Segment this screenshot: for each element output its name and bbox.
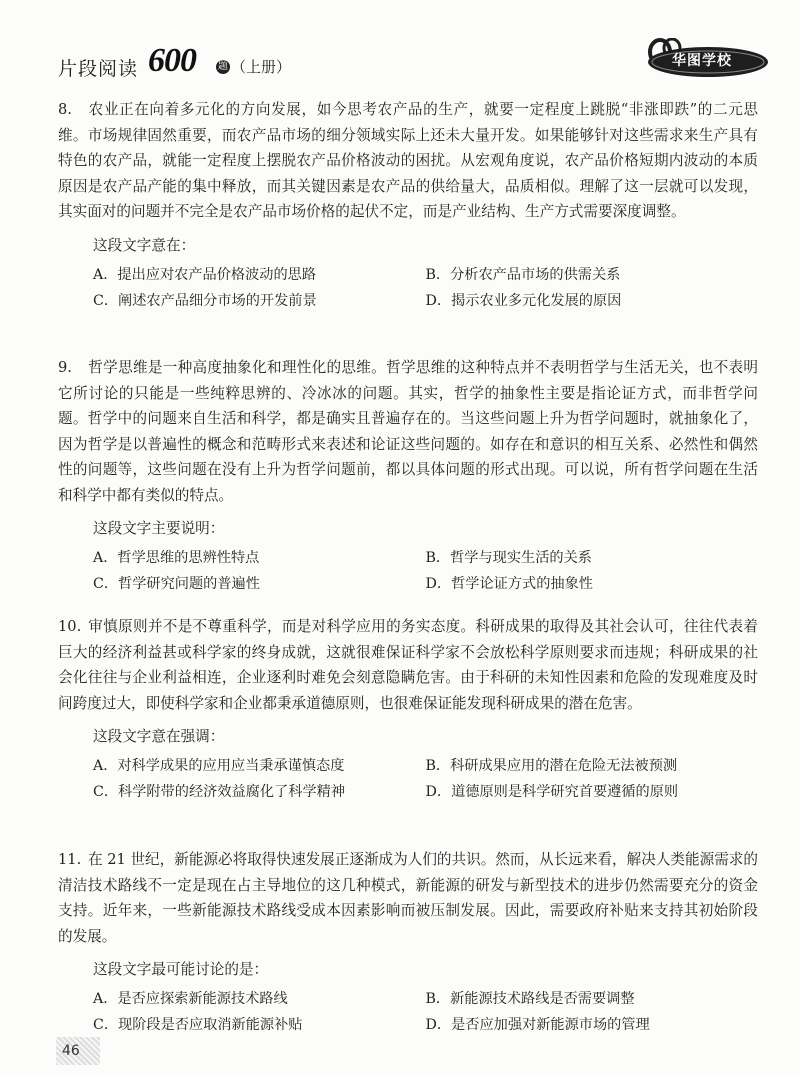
page-header <box>58 38 778 88</box>
book-ti-badge: 题 <box>218 61 228 72</box>
option-d[interactable]: D．道德原则是科学研究首要遵循的原则 <box>425 784 679 800</box>
question-8 <box>58 97 758 314</box>
option-a[interactable]: A．对科学成果的应用应当秉承谨慎态度 <box>93 758 345 774</box>
option-a[interactable]: A．提出应对农产品价格波动的思路 <box>93 266 317 283</box>
options <box>58 262 758 314</box>
question-prompt: 这段文字意在： <box>93 236 196 254</box>
option-c[interactable]: C．阐述农产品细分市场的开发前景 <box>93 292 317 309</box>
question-prompt: 这段文字最可能讨论的是： <box>93 961 269 978</box>
question-10 <box>58 614 758 805</box>
option-c[interactable]: C．哲学研究问题的普遍性 <box>93 576 260 592</box>
question-text: 审慎原则并不是不尊重科学，而是对科学应用的务实态度。科研成果的取得及其社会认可，往往代表着巨大的经济利益甚或科学家的终身成就，这就很难保证科学家不会放松科学原则要求而违规；科研成果的社会化往往与企业利益相连，企业逐利时难免会刻意隐瞒危害。由于科研的未知性因素和危险的发现难度及时间跨度过大，即使科学家和企业都秉承道德原则，也很难保证能发现科研成果的潜在危害。 <box>58 618 758 712</box>
question-text: 哲学思维是一种高度抽象化和理性化的思维。哲学思维的这种特点并不表明哲学与生活无关，也不表明它所讨论的只能是一些纯粹思辨的、冷冰冰的问题。其实，哲学的抽象性主要是指论证方式，而非哲学问题。哲学中的问题来自生活和科学，都是确实且普遍存在的。当这些问题上升为哲学问题时，就抽象化了，因为哲学是以普遍性的概念和范畴形式来表述和论证这些问题的。如存在和意识的相互关系、必然性和偶然性的问题等，这些问题在没有上升为哲学问题前，都以具体问题的形式出现。可以说，所有哲学问题在生活和科学中都有类似的特点。 <box>58 359 758 504</box>
question-9 <box>58 355 758 597</box>
publisher-logo <box>640 38 770 82</box>
logo-text: 华图学校 <box>672 53 732 69</box>
book-volume: （上册） <box>231 58 292 76</box>
option-b[interactable]: B．哲学与现实生活的关系 <box>425 550 592 566</box>
option-c[interactable]: C．现阶段是否应取消新能源补贴 <box>93 1017 303 1033</box>
question-prompt: 这段文字主要说明： <box>93 520 225 537</box>
question-prompt: 这段文字意在强调： <box>93 728 225 745</box>
option-a[interactable]: A．是否应探索新能源技术路线 <box>93 991 288 1007</box>
question-text: 农业正在向着多元化的方向发展，如今思考农产品的生产，就要一定程度上跳脱“非涨即跌”的二元思维。市场规律固然重要，而农产品市场的细分领域实际上还未大量开发。如果能够针对这些需求来生产具有特色的农产品，就能一定程度上摆脱农产品价格波动的困扰。从宏观角度说，农产品价格短期内波动的本质原因是农产品产能的集中释放，而其关键因素是农产品的供给量大，品质相似。理解了这一层就可以发现，其实面对的问题并不完全是农产品市场价格的起伏不定，而是产业结构、生产方式需要深度调整。 <box>58 101 758 220</box>
book-title: 片段阅读 <box>58 58 139 80</box>
book-number: 600 <box>148 42 196 79</box>
question-number: 8. <box>58 101 72 118</box>
page-number: 46 <box>56 1037 100 1065</box>
option-b[interactable]: B．分析农产品市场的供需关系 <box>425 266 621 283</box>
option-d[interactable]: D．哲学论证方式的抽象性 <box>425 576 593 592</box>
question-text: 在 21 世纪，新能源必将取得快速发展正逐渐成为人们的共识。然而，从长远来看，解决人类能源需求的清洁技术路线不一定是现在占主导地位的这几种模式，新能源的研发与新型技术的进步仍然需要充分的资金支持。近年来，一些新能源技术路线受成本因素影响而被压制发展。因此，需要政府补贴来支持其初始阶段的发展。 <box>58 851 758 945</box>
question-number: 9. <box>58 359 72 376</box>
options <box>58 986 758 1038</box>
option-c[interactable]: C．科学附带的经济效益腐化了科学精神 <box>93 784 346 800</box>
option-a[interactable]: A．哲学思维的思辨性特点 <box>93 550 260 566</box>
option-b[interactable]: B．新能源技术路线是否需要调整 <box>425 991 635 1007</box>
options <box>58 753 758 805</box>
options <box>58 545 758 597</box>
question-number: 10. <box>58 618 82 635</box>
option-b[interactable]: B．科研成果应用的潜在危险无法被预测 <box>425 758 678 774</box>
question-11 <box>58 847 758 1038</box>
option-d[interactable]: D．揭示农业多元化发展的原因 <box>425 292 622 309</box>
option-d[interactable]: D．是否应加强对新能源市场的管理 <box>425 1017 650 1033</box>
question-number: 11. <box>58 851 82 868</box>
